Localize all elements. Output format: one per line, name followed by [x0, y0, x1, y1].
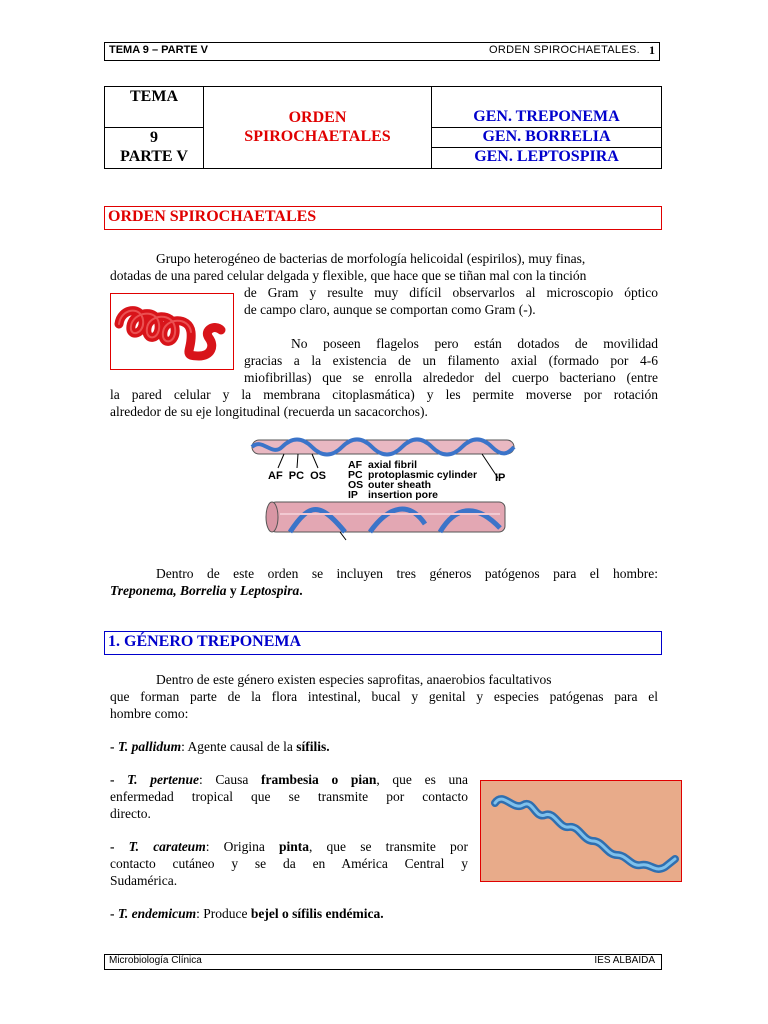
section-heading-text: 1. GÉNERO TREPONEMA	[108, 633, 302, 650]
disease-name: bejel o sífilis endémica	[250, 906, 381, 921]
legend-abbr: IP	[348, 489, 358, 501]
species-endemicum	[110, 905, 384, 922]
species-carateum-line2: contacto cutáneo y se da en América Central y	[110, 856, 468, 871]
species-pallidum	[110, 738, 330, 755]
section-heading-text: ORDEN SPIROCHAETALES	[108, 208, 317, 225]
species-carateum	[110, 838, 468, 855]
diagram-label-os: OS	[310, 470, 326, 482]
p3-line2	[110, 582, 303, 599]
page-footer	[104, 954, 662, 970]
species-text: : Produce	[196, 906, 251, 921]
treponema-intro-line3: hombre como:	[110, 706, 189, 721]
species-text: : Agente causal de la	[181, 739, 297, 754]
genus-treponema: GEN. TREPONEMA	[473, 108, 620, 125]
section-heading-treponema	[104, 631, 662, 655]
bullet-dash: -	[110, 906, 115, 921]
footer-right: IES ALBAIDA	[594, 955, 655, 966]
genus-list-1: Treponema, Borrelia	[110, 583, 227, 598]
header-left: TEMA 9 – PARTE V	[109, 44, 209, 56]
p1-line1: Grupo heterogéneo de bacterias de morfología helicoidal (espirilos), muy finas,	[156, 251, 586, 266]
genus-leptospira: GEN. LEPTOSPIRA	[474, 148, 619, 165]
diagram-label-af: AF	[268, 470, 283, 482]
p2-line5: alrededor de su eje longitudinal (recuerda un sacacorchos).	[110, 404, 428, 419]
genus-borrelia: GEN. BORRELIA	[482, 128, 611, 145]
species-pertenue	[110, 771, 468, 788]
diagram-legend	[348, 460, 477, 500]
header-right: ORDEN SPIROCHAETALES.	[489, 44, 640, 56]
sentence-end: .	[380, 906, 384, 921]
species-text: : Causa	[198, 772, 262, 787]
legend-abbr: PC	[348, 469, 363, 481]
diagram-label-ip: IP	[495, 472, 506, 484]
p2-line4: la pared celular y la membrana citoplasmática) y les permite moverse por rotación	[110, 387, 658, 402]
spirochete-coil-icon	[111, 294, 233, 369]
p2-line3: miofibrillas) que se enrolla alrededor del cuerpo bacteriano (entre	[244, 370, 658, 385]
genus-list-end: .	[299, 583, 303, 598]
species-pertenue-line3: directo.	[110, 806, 151, 821]
legend-abbr: AF	[348, 459, 362, 471]
species-name: T. carateum	[128, 839, 206, 854]
p1-line3: de Gram y resulte muy difícil observarlos al microscopio óptico	[244, 285, 658, 300]
tema-number: 9	[150, 129, 158, 146]
legend-text: protoplasmic cylinder	[368, 469, 478, 481]
species-carateum-line3: Sudamérica.	[110, 873, 178, 888]
legend-abbr: OS	[348, 479, 364, 491]
genus-list-and: y	[229, 583, 237, 598]
species-name: T. endemicum	[117, 906, 197, 921]
sentence-end: .	[326, 739, 330, 754]
disease-name: frambesia o pian	[261, 772, 377, 787]
legend-text: insertion pore	[368, 489, 439, 501]
p3-line1: Dentro de este orden se incluyen tres géneros patógenos para el hombre:	[156, 566, 658, 581]
species-text: , que es una	[376, 772, 468, 787]
species-name: T. pertenue	[127, 772, 199, 787]
diagram-label-pc: PC	[288, 470, 305, 482]
treponema-spiral-icon	[481, 781, 681, 881]
legend-text: axial fibril	[368, 459, 418, 471]
section-heading-orden	[104, 206, 662, 230]
species-pertenue-line2: enfermedad tropical que se transmite por contacto	[110, 789, 468, 804]
p1-line4: de campo claro, aunque se comportan como Gram (-).	[244, 302, 536, 317]
page-number: 1	[649, 43, 655, 57]
footer-left: Microbiología Clínica	[109, 955, 202, 966]
disease-name: pinta	[279, 839, 310, 854]
bullet-dash: -	[110, 839, 115, 854]
legend-text: outer sheath	[368, 479, 432, 491]
spirochete-image	[110, 293, 234, 370]
species-text: , que se transmite por	[309, 839, 468, 854]
parte-label: PARTE V	[120, 148, 188, 165]
p1-line2: dotadas de una pared celular delgada y flexible, que hace que se tiñan mal con la tinción	[110, 268, 587, 283]
p2-line2: gracias a la existencia de un filamento axial (formado por 4-6	[244, 353, 658, 368]
disease-name: sífilis	[296, 739, 327, 754]
running-header	[104, 42, 660, 61]
treponema-intro-line1: Dentro de este género existen especies saprofitas, anaerobios facultativos	[156, 672, 552, 687]
bullet-dash: -	[110, 772, 115, 787]
tema-label: TEMA	[130, 88, 178, 105]
spirochete-structure-diagram	[250, 432, 520, 547]
bullet-dash: -	[110, 739, 115, 754]
title-table	[104, 86, 662, 169]
species-text: : Origina	[205, 839, 280, 854]
orden-title-line1: ORDEN	[288, 109, 347, 126]
p2-line1: No poseen flagelos pero están dotados de movilidad	[291, 336, 658, 351]
orden-title-line2: SPIROCHAETALES	[244, 128, 391, 145]
treponema-intro-line2: que forman parte de la flora intestinal, bucal y genital y especies patógenas para el	[110, 689, 658, 704]
treponema-micrograph	[480, 780, 682, 882]
genus-list-2: Leptospira	[240, 583, 300, 598]
species-name: T. pallidum	[117, 739, 182, 754]
